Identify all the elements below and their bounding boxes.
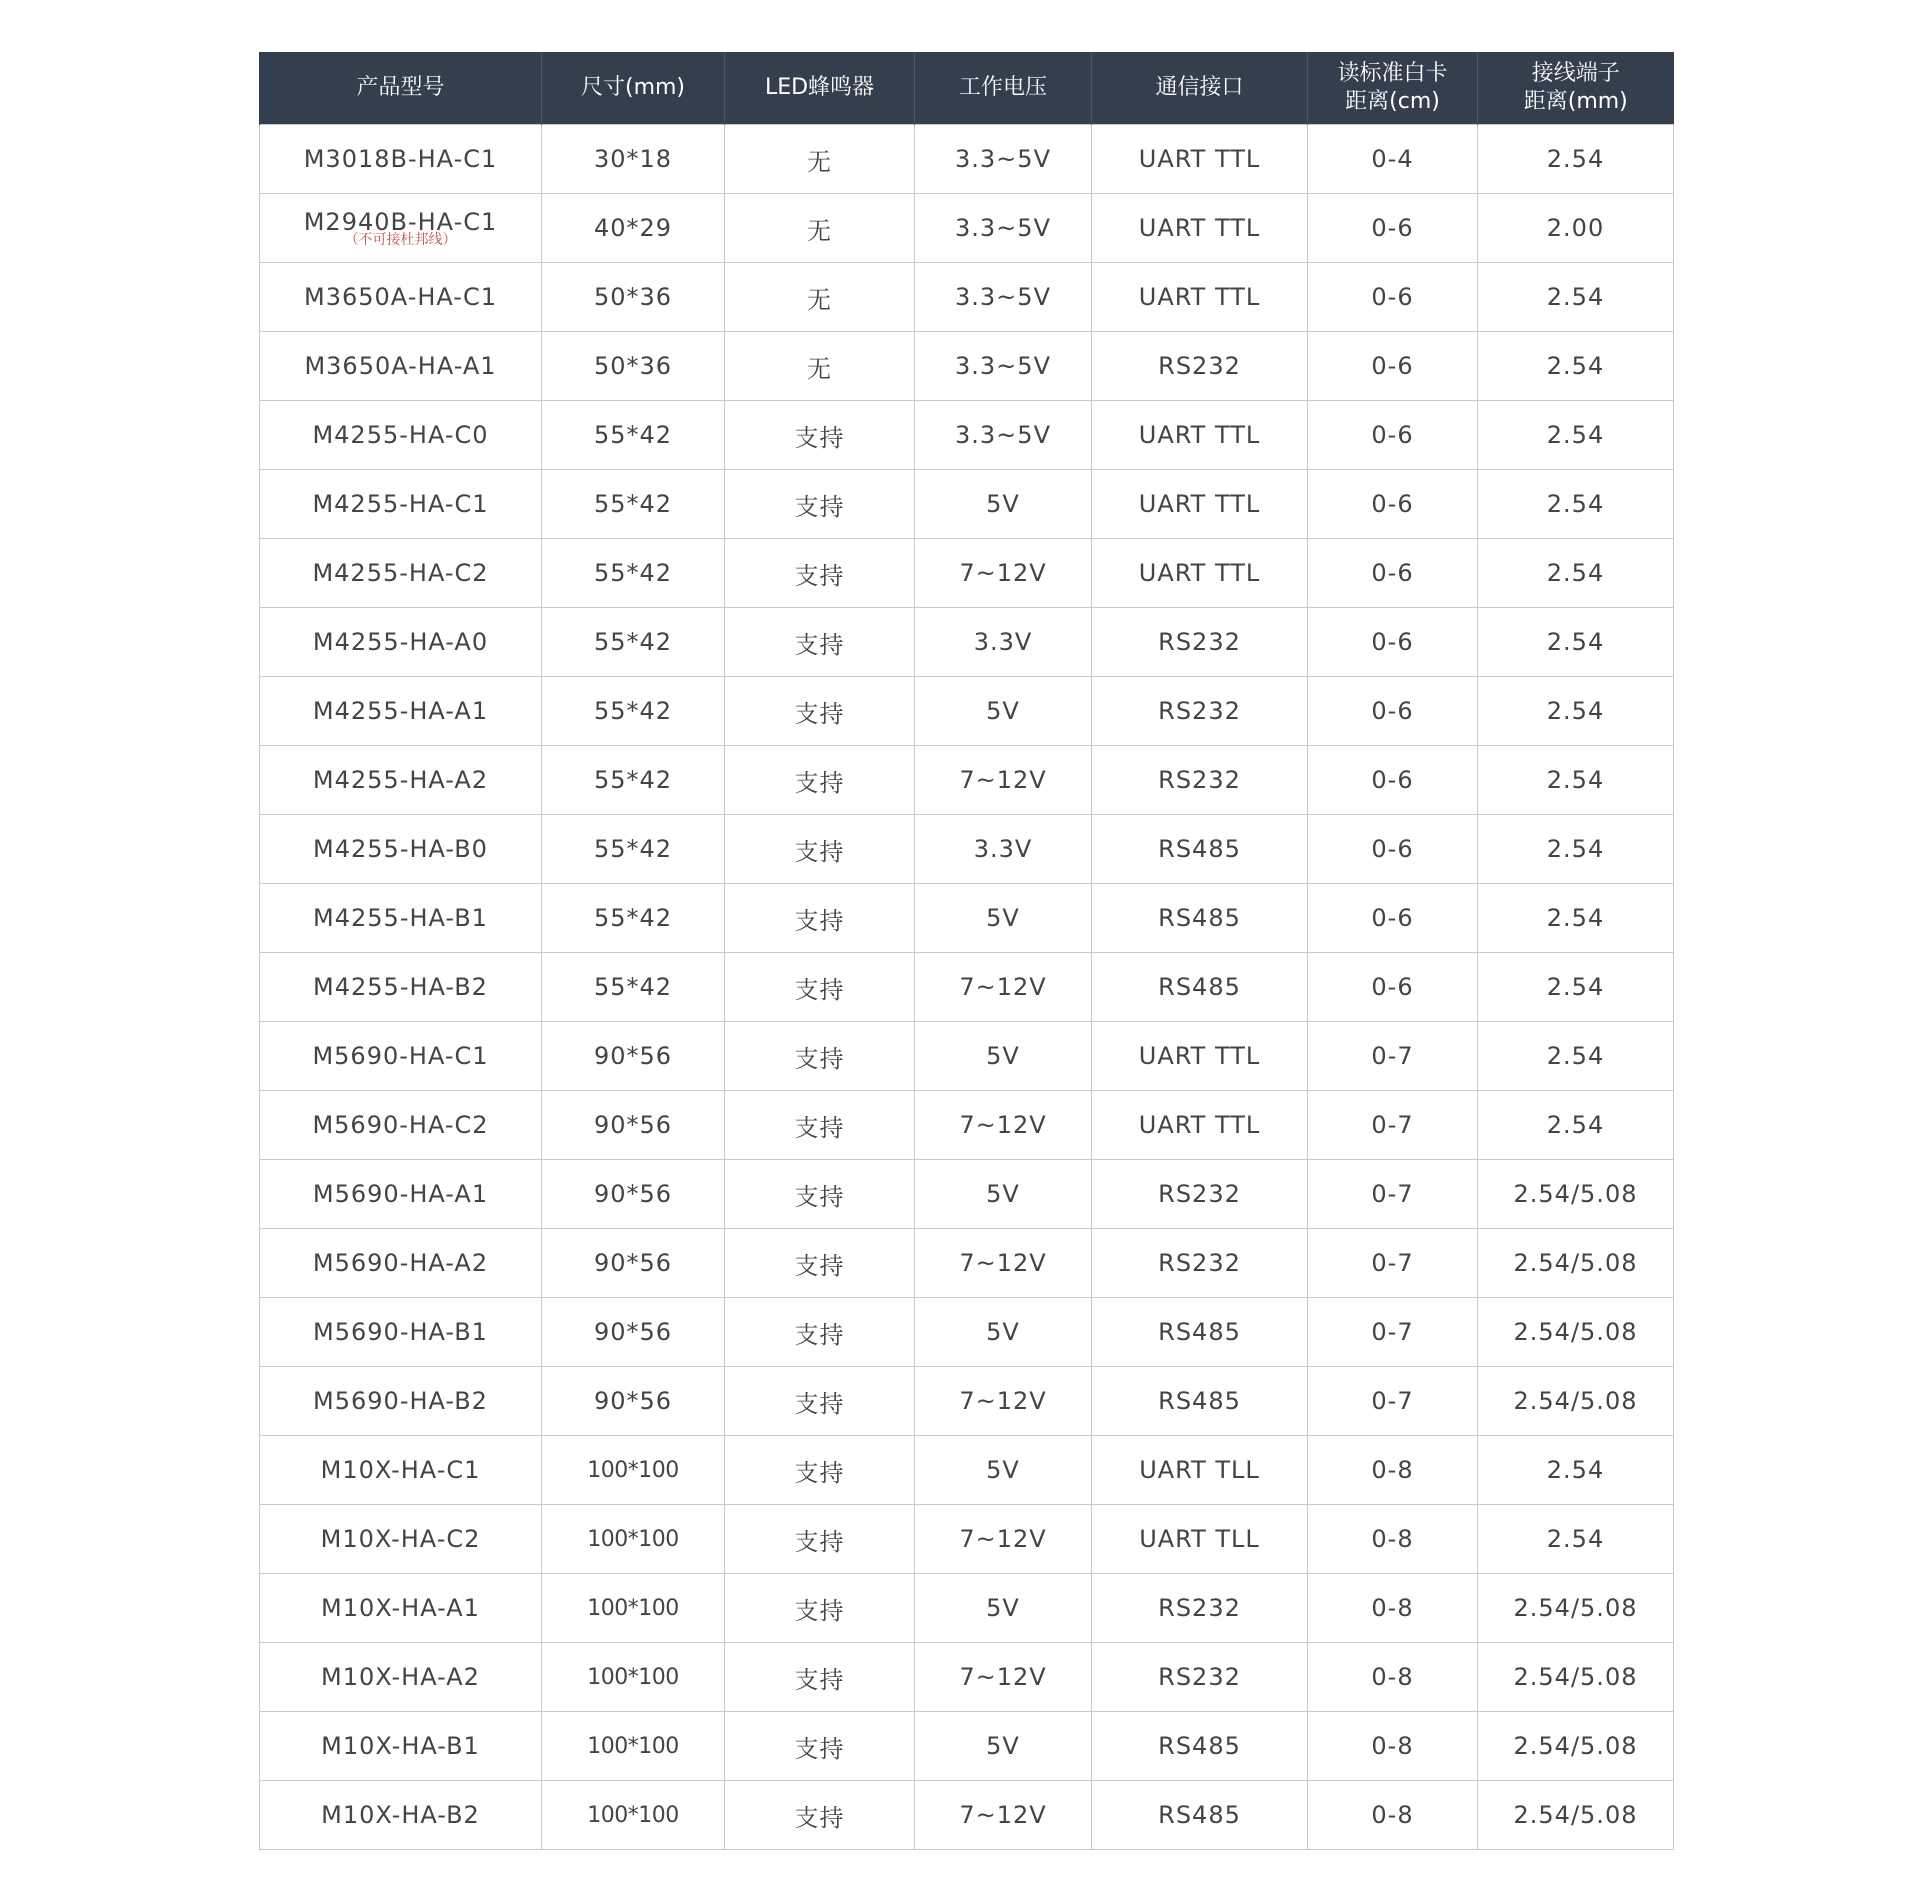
size-cell: 40*29 <box>542 194 725 263</box>
read-distance-cell: 0-7 <box>1308 1229 1478 1298</box>
voltage-cell: 3.3~5V <box>915 332 1092 401</box>
table-row <box>260 1022 1674 1091</box>
header-terminal-pitch-line1: 接线端子 <box>1531 61 1620 86</box>
read-distance-cell: 0-6 <box>1308 815 1478 884</box>
model-cell <box>260 1160 542 1229</box>
size-cell: 55*42 <box>542 884 725 953</box>
model-cell <box>260 884 542 953</box>
interface-cell: UART TTL <box>1092 539 1308 608</box>
header-row <box>260 52 1674 125</box>
table-row <box>260 1160 1674 1229</box>
table-row <box>260 677 1674 746</box>
table-row <box>260 263 1674 332</box>
model-note: （不可接杜邦线） <box>344 232 457 248</box>
terminal-pitch-cell: 2.54 <box>1478 401 1674 470</box>
led-buzzer-cell: 无 <box>725 194 915 263</box>
size-cell: 55*42 <box>542 539 725 608</box>
header-read-distance-line2: 距离(cm) <box>1345 89 1440 114</box>
read-distance-cell: 0-8 <box>1308 1643 1478 1712</box>
voltage-cell: 7~12V <box>915 539 1092 608</box>
terminal-pitch-cell: 2.54 <box>1478 332 1674 401</box>
read-distance-cell: 0-8 <box>1308 1505 1478 1574</box>
table-row <box>260 470 1674 539</box>
voltage-cell: 7~12V <box>915 1091 1092 1160</box>
interface-cell: RS232 <box>1092 1160 1308 1229</box>
size-cell: 55*42 <box>542 815 725 884</box>
table-row <box>260 1229 1674 1298</box>
model-cell <box>260 1505 542 1574</box>
voltage-cell: 7~12V <box>915 1781 1092 1850</box>
size-cell: 90*56 <box>542 1229 725 1298</box>
led-buzzer-cell: 支持 <box>725 401 915 470</box>
header-model: 产品型号 <box>260 52 542 125</box>
led-buzzer-cell: 支持 <box>725 1712 915 1781</box>
terminal-pitch-cell: 2.54/5.08 <box>1478 1229 1674 1298</box>
led-buzzer-cell: 支持 <box>725 608 915 677</box>
table-row <box>260 539 1674 608</box>
terminal-pitch-cell: 2.54 <box>1478 263 1674 332</box>
model-name: M4255-HA-B0 <box>313 835 488 863</box>
terminal-pitch-cell: 2.54/5.08 <box>1478 1160 1674 1229</box>
interface-cell: RS485 <box>1092 884 1308 953</box>
led-buzzer-cell: 支持 <box>725 884 915 953</box>
read-distance-cell: 0-6 <box>1308 677 1478 746</box>
interface-cell: RS485 <box>1092 953 1308 1022</box>
model-name: M4255-HA-B2 <box>313 973 488 1001</box>
terminal-pitch-cell: 2.54 <box>1478 746 1674 815</box>
interface-cell: UART TTL <box>1092 194 1308 263</box>
interface-cell: RS232 <box>1092 332 1308 401</box>
model-name: M4255-HA-C1 <box>312 490 489 518</box>
table-row <box>260 1436 1674 1505</box>
terminal-pitch-cell: 2.54/5.08 <box>1478 1712 1674 1781</box>
led-buzzer-cell: 支持 <box>725 1160 915 1229</box>
model-name: M10X-HA-C2 <box>320 1525 481 1553</box>
header-led-buzzer: LED蜂鸣器 <box>725 52 915 125</box>
led-buzzer-cell: 支持 <box>725 1781 915 1850</box>
model-name: M10X-HA-B1 <box>321 1732 480 1760</box>
table-row <box>260 1367 1674 1436</box>
size-cell: 100*100 <box>542 1436 725 1505</box>
size-cell: 100*100 <box>542 1712 725 1781</box>
led-buzzer-cell: 支持 <box>725 470 915 539</box>
model-cell <box>260 539 542 608</box>
interface-cell: UART TLL <box>1092 1436 1308 1505</box>
table-row <box>260 1712 1674 1781</box>
read-distance-cell: 0-4 <box>1308 125 1478 194</box>
read-distance-cell: 0-6 <box>1308 884 1478 953</box>
read-distance-cell: 0-6 <box>1308 953 1478 1022</box>
model-cell <box>260 1574 542 1643</box>
terminal-pitch-cell: 2.54 <box>1478 1505 1674 1574</box>
size-cell: 30*18 <box>542 125 725 194</box>
model-cell <box>260 1712 542 1781</box>
model-name: M10X-HA-B2 <box>321 1801 480 1829</box>
led-buzzer-cell: 支持 <box>725 1367 915 1436</box>
size-cell: 55*42 <box>542 470 725 539</box>
model-cell <box>260 1022 542 1091</box>
model-name: M4255-HA-B1 <box>313 904 488 932</box>
table-header <box>260 52 1674 125</box>
terminal-pitch-cell: 2.54 <box>1478 125 1674 194</box>
header-read-distance-line1: 读标准白卡 <box>1337 61 1448 86</box>
voltage-cell: 5V <box>915 1298 1092 1367</box>
table-row <box>260 746 1674 815</box>
size-cell: 55*42 <box>542 677 725 746</box>
read-distance-cell: 0-6 <box>1308 401 1478 470</box>
terminal-pitch-cell: 2.54/5.08 <box>1478 1574 1674 1643</box>
model-cell <box>260 1436 542 1505</box>
led-buzzer-cell: 支持 <box>725 1298 915 1367</box>
terminal-pitch-cell: 2.54 <box>1478 953 1674 1022</box>
led-buzzer-cell: 支持 <box>725 1229 915 1298</box>
terminal-pitch-cell: 2.54 <box>1478 884 1674 953</box>
model-cell <box>260 263 542 332</box>
size-cell: 55*42 <box>542 401 725 470</box>
terminal-pitch-cell: 2.54/5.08 <box>1478 1643 1674 1712</box>
voltage-cell: 3.3~5V <box>915 125 1092 194</box>
read-distance-cell: 0-7 <box>1308 1160 1478 1229</box>
table-row <box>260 1091 1674 1160</box>
led-buzzer-cell: 支持 <box>725 746 915 815</box>
table-row <box>260 815 1674 884</box>
interface-cell: UART TTL <box>1092 1022 1308 1091</box>
led-buzzer-cell: 支持 <box>725 953 915 1022</box>
voltage-cell: 3.3~5V <box>915 194 1092 263</box>
size-cell: 50*36 <box>542 332 725 401</box>
led-buzzer-cell: 支持 <box>725 1091 915 1160</box>
model-cell <box>260 401 542 470</box>
model-name: M5690-HA-A2 <box>312 1249 489 1277</box>
model-cell <box>260 194 542 263</box>
interface-cell: RS485 <box>1092 1298 1308 1367</box>
interface-cell: UART TLL <box>1092 1505 1308 1574</box>
table-row <box>260 1298 1674 1367</box>
led-buzzer-cell: 支持 <box>725 1505 915 1574</box>
led-buzzer-cell: 支持 <box>725 1574 915 1643</box>
led-buzzer-cell: 支持 <box>725 539 915 608</box>
led-buzzer-cell: 无 <box>725 332 915 401</box>
model-name: M4255-HA-C0 <box>312 421 489 449</box>
model-name: M2940B-HA-C1 <box>303 208 498 236</box>
read-distance-cell: 0-6 <box>1308 263 1478 332</box>
read-distance-cell: 0-6 <box>1308 746 1478 815</box>
voltage-cell: 7~12V <box>915 746 1092 815</box>
model-name: M5690-HA-C2 <box>312 1111 489 1139</box>
voltage-cell: 7~12V <box>915 953 1092 1022</box>
header-terminal-pitch <box>1478 52 1674 125</box>
interface-cell: RS485 <box>1092 1781 1308 1850</box>
interface-cell: RS232 <box>1092 1574 1308 1643</box>
size-cell: 90*56 <box>542 1298 725 1367</box>
interface-cell: RS485 <box>1092 815 1308 884</box>
voltage-cell: 7~12V <box>915 1505 1092 1574</box>
model-name: M10X-HA-A1 <box>321 1594 480 1622</box>
model-cell <box>260 953 542 1022</box>
led-buzzer-cell: 无 <box>725 263 915 332</box>
table-row <box>260 125 1674 194</box>
model-cell <box>260 815 542 884</box>
interface-cell: UART TTL <box>1092 470 1308 539</box>
voltage-cell: 5V <box>915 1574 1092 1643</box>
read-distance-cell: 0-8 <box>1308 1436 1478 1505</box>
terminal-pitch-cell: 2.54 <box>1478 1436 1674 1505</box>
interface-cell: RS232 <box>1092 1229 1308 1298</box>
voltage-cell: 5V <box>915 470 1092 539</box>
interface-cell: RS232 <box>1092 608 1308 677</box>
size-cell: 100*100 <box>542 1505 725 1574</box>
model-cell <box>260 1781 542 1850</box>
interface-cell: RS485 <box>1092 1367 1308 1436</box>
table-row <box>260 608 1674 677</box>
model-cell <box>260 470 542 539</box>
led-buzzer-cell: 支持 <box>725 1022 915 1091</box>
model-name: M4255-HA-A1 <box>312 697 489 725</box>
model-name: M3650A-HA-A1 <box>304 352 497 380</box>
voltage-cell: 7~12V <box>915 1229 1092 1298</box>
model-cell <box>260 332 542 401</box>
read-distance-cell: 0-7 <box>1308 1298 1478 1367</box>
size-cell: 55*42 <box>542 746 725 815</box>
model-cell <box>260 125 542 194</box>
table-row <box>260 1781 1674 1850</box>
interface-cell: RS232 <box>1092 746 1308 815</box>
terminal-pitch-cell: 2.54/5.08 <box>1478 1781 1674 1850</box>
voltage-cell: 5V <box>915 1160 1092 1229</box>
model-name: M10X-HA-A2 <box>321 1663 480 1691</box>
read-distance-cell: 0-8 <box>1308 1712 1478 1781</box>
table-row <box>260 1505 1674 1574</box>
model-cell <box>260 608 542 677</box>
read-distance-cell: 0-8 <box>1308 1574 1478 1643</box>
model-cell <box>260 1091 542 1160</box>
terminal-pitch-cell: 2.54 <box>1478 815 1674 884</box>
read-distance-cell: 0-6 <box>1308 539 1478 608</box>
model-cell <box>260 1298 542 1367</box>
voltage-cell: 3.3V <box>915 815 1092 884</box>
read-distance-cell: 0-7 <box>1308 1091 1478 1160</box>
read-distance-cell: 0-6 <box>1308 332 1478 401</box>
header-interface: 通信接口 <box>1092 52 1308 125</box>
model-name: M5690-HA-C1 <box>312 1042 489 1070</box>
model-name: M3018B-HA-C1 <box>303 145 498 173</box>
size-cell: 50*36 <box>542 263 725 332</box>
read-distance-cell: 0-7 <box>1308 1367 1478 1436</box>
header-read-distance <box>1308 52 1478 125</box>
product-spec-table <box>259 52 1674 1850</box>
model-cell <box>260 1229 542 1298</box>
voltage-cell: 5V <box>915 1712 1092 1781</box>
read-distance-cell: 0-7 <box>1308 1022 1478 1091</box>
terminal-pitch-cell: 2.54/5.08 <box>1478 1367 1674 1436</box>
size-cell: 100*100 <box>542 1574 725 1643</box>
interface-cell: UART TTL <box>1092 125 1308 194</box>
voltage-cell: 5V <box>915 677 1092 746</box>
terminal-pitch-cell: 2.54 <box>1478 677 1674 746</box>
model-name: M4255-HA-A2 <box>312 766 489 794</box>
size-cell: 90*56 <box>542 1022 725 1091</box>
voltage-cell: 3.3~5V <box>915 263 1092 332</box>
voltage-cell: 5V <box>915 884 1092 953</box>
terminal-pitch-cell: 2.54 <box>1478 470 1674 539</box>
header-voltage: 工作电压 <box>915 52 1092 125</box>
model-cell <box>260 746 542 815</box>
size-cell: 55*42 <box>542 608 725 677</box>
terminal-pitch-cell: 2.54 <box>1478 539 1674 608</box>
model-cell <box>260 677 542 746</box>
model-name: M3650A-HA-C1 <box>304 283 497 311</box>
size-cell: 90*56 <box>542 1367 725 1436</box>
model-cell <box>260 1643 542 1712</box>
interface-cell: UART TTL <box>1092 263 1308 332</box>
table-row <box>260 1643 1674 1712</box>
terminal-pitch-cell: 2.54 <box>1478 1022 1674 1091</box>
terminal-pitch-cell: 2.54/5.08 <box>1478 1298 1674 1367</box>
size-cell: 90*56 <box>542 1091 725 1160</box>
read-distance-cell: 0-6 <box>1308 194 1478 263</box>
table-body <box>260 125 1674 1850</box>
size-cell: 100*100 <box>542 1781 725 1850</box>
interface-cell: RS232 <box>1092 677 1308 746</box>
model-name: M5690-HA-B1 <box>313 1318 488 1346</box>
model-cell <box>260 1367 542 1436</box>
size-cell: 100*100 <box>542 1643 725 1712</box>
header-size: 尺寸(mm) <box>542 52 725 125</box>
read-distance-cell: 0-8 <box>1308 1781 1478 1850</box>
led-buzzer-cell: 支持 <box>725 677 915 746</box>
voltage-cell: 5V <box>915 1436 1092 1505</box>
read-distance-cell: 0-6 <box>1308 470 1478 539</box>
table-row <box>260 953 1674 1022</box>
header-terminal-pitch-line2: 距离(mm) <box>1523 89 1628 114</box>
interface-cell: UART TTL <box>1092 401 1308 470</box>
terminal-pitch-cell: 2.00 <box>1478 194 1674 263</box>
model-name: M10X-HA-C1 <box>320 1456 481 1484</box>
led-buzzer-cell: 无 <box>725 125 915 194</box>
interface-cell: UART TTL <box>1092 1091 1308 1160</box>
terminal-pitch-cell: 2.54 <box>1478 1091 1674 1160</box>
table-row <box>260 194 1674 263</box>
size-cell: 55*42 <box>542 953 725 1022</box>
led-buzzer-cell: 支持 <box>725 1643 915 1712</box>
led-buzzer-cell: 支持 <box>725 815 915 884</box>
interface-cell: RS485 <box>1092 1712 1308 1781</box>
terminal-pitch-cell: 2.54 <box>1478 608 1674 677</box>
voltage-cell: 3.3~5V <box>915 401 1092 470</box>
table-row <box>260 1574 1674 1643</box>
table-row <box>260 401 1674 470</box>
interface-cell: RS232 <box>1092 1643 1308 1712</box>
table-row <box>260 332 1674 401</box>
read-distance-cell: 0-6 <box>1308 608 1478 677</box>
model-name: M4255-HA-A0 <box>312 628 489 656</box>
voltage-cell: 7~12V <box>915 1367 1092 1436</box>
voltage-cell: 3.3V <box>915 608 1092 677</box>
voltage-cell: 5V <box>915 1022 1092 1091</box>
table-row <box>260 884 1674 953</box>
size-cell: 90*56 <box>542 1160 725 1229</box>
model-name: M5690-HA-B2 <box>313 1387 488 1415</box>
voltage-cell: 7~12V <box>915 1643 1092 1712</box>
model-name: M5690-HA-A1 <box>312 1180 489 1208</box>
led-buzzer-cell: 支持 <box>725 1436 915 1505</box>
model-name: M4255-HA-C2 <box>312 559 489 587</box>
